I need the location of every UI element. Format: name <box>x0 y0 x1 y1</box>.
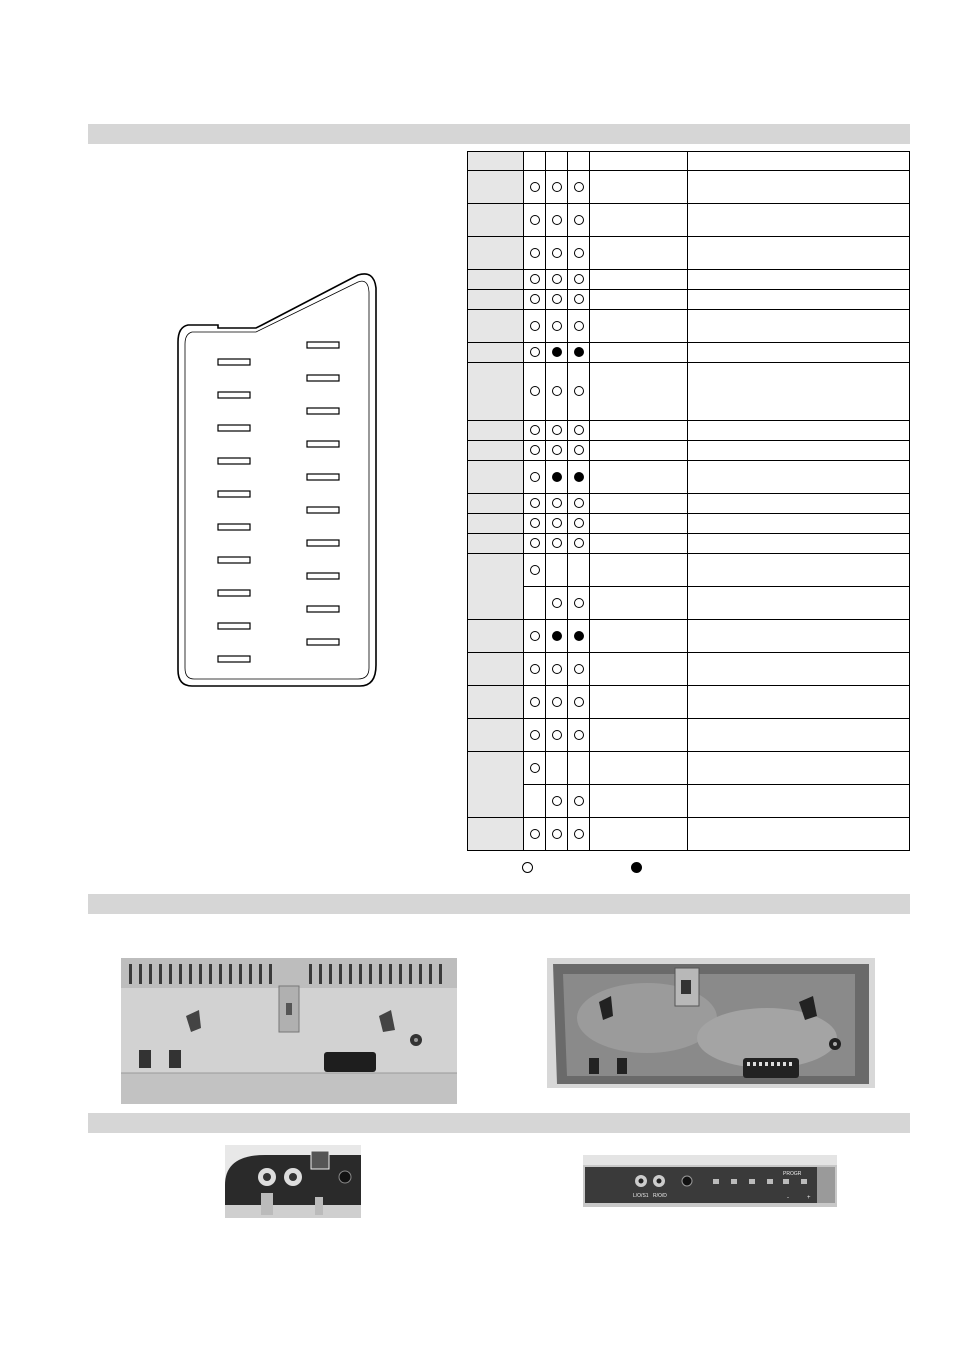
mode-cell <box>524 461 546 494</box>
signal-cell <box>590 290 688 310</box>
mode-cell <box>568 204 590 237</box>
scart-pin-table <box>467 151 910 851</box>
scart-pin <box>218 656 250 662</box>
scart-pin <box>307 342 339 348</box>
signal-cell <box>590 785 688 818</box>
scart-pin <box>218 425 250 431</box>
mode-cell <box>568 752 590 785</box>
table-header-cell <box>468 152 524 171</box>
mode-cell <box>568 494 590 514</box>
open-circle-icon <box>552 386 562 396</box>
description-cell <box>688 785 910 818</box>
pin-number-cell <box>468 290 524 310</box>
open-circle-icon <box>552 274 562 284</box>
section-header-bar <box>88 894 910 914</box>
mode-cell <box>524 237 546 270</box>
table-row <box>468 310 910 343</box>
signal-cell <box>590 310 688 343</box>
table-row <box>468 752 910 785</box>
signal-cell <box>590 686 688 719</box>
open-circle-icon <box>574 274 584 284</box>
signal-cell <box>590 421 688 441</box>
description-cell <box>688 587 910 620</box>
mode-cell <box>546 752 568 785</box>
scart-pin <box>307 507 339 513</box>
table-row <box>468 620 910 653</box>
open-circle-icon <box>552 248 562 258</box>
open-circle-icon <box>552 294 562 304</box>
mode-cell <box>546 719 568 752</box>
socket-label: L/O/S1 <box>633 1193 649 1199</box>
table-row <box>468 270 910 290</box>
mode-cell <box>568 818 590 851</box>
socket-label: R/O/D <box>653 1193 667 1199</box>
filled-circle-icon <box>574 631 584 641</box>
front-control-panel-photo <box>583 1155 837 1207</box>
signal-cell <box>590 171 688 204</box>
scart-pin <box>218 491 250 497</box>
open-circle-icon <box>552 796 562 806</box>
mode-cell <box>524 270 546 290</box>
table-row <box>468 461 910 494</box>
open-circle-icon <box>552 445 562 455</box>
open-circle-icon <box>552 215 562 225</box>
open-circle-icon <box>574 321 584 331</box>
pin-number-cell <box>468 686 524 719</box>
mode-cell <box>568 719 590 752</box>
mode-cell <box>568 421 590 441</box>
table-row <box>468 441 910 461</box>
description-cell <box>688 204 910 237</box>
description-cell <box>688 363 910 421</box>
open-circle-icon <box>530 347 540 357</box>
table-row <box>468 204 910 237</box>
open-circle-icon <box>574 425 584 435</box>
open-circle-icon <box>552 321 562 331</box>
side-socket-photo <box>225 1145 361 1218</box>
table-row <box>468 653 910 686</box>
description-cell <box>688 270 910 290</box>
signal-cell <box>590 554 688 587</box>
signal-cell <box>590 719 688 752</box>
open-circle-icon <box>552 498 562 508</box>
signal-cell <box>590 461 688 494</box>
mode-cell <box>524 494 546 514</box>
mode-cell <box>568 290 590 310</box>
table-row <box>468 494 910 514</box>
table-row <box>468 171 910 204</box>
mode-cell <box>546 204 568 237</box>
pin-number-cell <box>468 818 524 851</box>
scart-pin <box>218 458 250 464</box>
mode-cell <box>546 290 568 310</box>
scart-pin <box>218 557 250 563</box>
mode-cell <box>546 310 568 343</box>
pin-number-cell <box>468 204 524 237</box>
signal-cell <box>590 270 688 290</box>
mode-cell <box>546 441 568 461</box>
signal-cell <box>590 534 688 554</box>
mode-cell <box>524 290 546 310</box>
mode-cell <box>568 785 590 818</box>
open-circle-icon <box>530 321 540 331</box>
table-row <box>468 785 910 818</box>
open-circle-icon <box>530 664 540 674</box>
scart-pin <box>218 623 250 629</box>
pin-number-cell <box>468 363 524 421</box>
mode-cell <box>524 441 546 461</box>
open-circle-icon <box>552 425 562 435</box>
mode-cell <box>546 534 568 554</box>
pin-number-cell <box>468 343 524 363</box>
description-cell <box>688 514 910 534</box>
mode-cell <box>546 620 568 653</box>
mode-cell <box>568 363 590 421</box>
pin-number-cell <box>468 514 524 534</box>
mode-cell <box>546 363 568 421</box>
open-circle-icon <box>574 829 584 839</box>
table-header-cell <box>590 152 688 171</box>
table-header-cell <box>524 152 546 171</box>
scart-pin <box>218 392 250 398</box>
open-circle-icon <box>530 294 540 304</box>
open-circle-icon <box>530 274 540 284</box>
filled-circle-icon <box>574 472 584 482</box>
pin-number-cell <box>468 494 524 514</box>
mode-cell <box>524 554 546 587</box>
signal-cell <box>590 363 688 421</box>
mode-cell <box>524 343 546 363</box>
table-row <box>468 363 910 421</box>
open-circle-icon <box>530 472 540 482</box>
description-cell <box>688 653 910 686</box>
table-header-row <box>468 152 910 171</box>
open-circle-icon <box>552 518 562 528</box>
mode-cell <box>568 554 590 587</box>
table-row <box>468 719 910 752</box>
open-circle-icon <box>574 730 584 740</box>
mode-cell <box>568 534 590 554</box>
description-cell <box>688 534 910 554</box>
mode-cell <box>546 421 568 441</box>
mode-cell <box>568 237 590 270</box>
mode-cell <box>546 270 568 290</box>
mode-cell <box>524 818 546 851</box>
mode-cell <box>568 343 590 363</box>
pin-number-cell <box>468 237 524 270</box>
open-circle-icon <box>530 215 540 225</box>
pin-number-cell <box>468 270 524 290</box>
signal-cell <box>590 494 688 514</box>
mode-cell <box>524 204 546 237</box>
pin-number-cell <box>468 752 524 818</box>
open-circle-icon <box>552 182 562 192</box>
mode-cell <box>568 686 590 719</box>
table-row <box>468 514 910 534</box>
scart-pin <box>307 573 339 579</box>
signal-cell <box>590 237 688 270</box>
open-circle-icon <box>552 664 562 674</box>
mode-cell <box>524 363 546 421</box>
open-circle-icon <box>530 538 540 548</box>
signal-cell <box>590 587 688 620</box>
mode-cell <box>546 237 568 270</box>
open-circle-icon <box>574 215 584 225</box>
table-row <box>468 587 910 620</box>
open-circle-icon <box>574 664 584 674</box>
mode-cell <box>546 343 568 363</box>
legend-open-circle-icon <box>522 862 533 873</box>
description-cell <box>688 752 910 785</box>
mode-cell <box>524 534 546 554</box>
signal-cell <box>590 653 688 686</box>
mode-cell <box>568 514 590 534</box>
pin-number-cell <box>468 310 524 343</box>
open-circle-icon <box>574 498 584 508</box>
scart-pin <box>218 524 250 530</box>
mode-cell <box>568 270 590 290</box>
button-label: + <box>807 1195 811 1201</box>
pin-number-cell <box>468 421 524 441</box>
mode-cell <box>546 818 568 851</box>
open-circle-icon <box>574 386 584 396</box>
open-circle-icon <box>574 538 584 548</box>
mode-cell <box>568 441 590 461</box>
tv-rear-photo <box>121 958 457 1104</box>
description-cell <box>688 494 910 514</box>
open-circle-icon <box>574 182 584 192</box>
open-circle-icon <box>530 763 540 773</box>
open-circle-icon <box>552 538 562 548</box>
description-cell <box>688 554 910 587</box>
mode-cell <box>524 653 546 686</box>
pin-number-cell <box>468 620 524 653</box>
scart-pin <box>307 375 339 381</box>
open-circle-icon <box>552 598 562 608</box>
table-row <box>468 534 910 554</box>
scart-pin <box>307 639 339 645</box>
scart-pin <box>218 590 250 596</box>
open-circle-icon <box>530 631 540 641</box>
mode-cell <box>568 171 590 204</box>
mode-cell <box>546 514 568 534</box>
description-cell <box>688 343 910 363</box>
button-label: PROGR <box>783 1171 802 1177</box>
scart-pin <box>218 359 250 365</box>
scart-connector-diagram <box>170 270 385 690</box>
mode-cell <box>568 653 590 686</box>
filled-circle-icon <box>574 347 584 357</box>
mode-cell <box>524 310 546 343</box>
signal-cell <box>590 441 688 461</box>
scart-pin <box>307 441 339 447</box>
mode-cell <box>568 587 590 620</box>
signal-cell <box>590 343 688 363</box>
mode-cell <box>524 752 546 785</box>
open-circle-icon <box>530 248 540 258</box>
pin-number-cell <box>468 171 524 204</box>
pin-number-cell <box>468 719 524 752</box>
signal-cell <box>590 514 688 534</box>
description-cell <box>688 686 910 719</box>
filled-circle-icon <box>552 631 562 641</box>
signal-cell <box>590 620 688 653</box>
scart-pin <box>307 540 339 546</box>
scart-pin <box>307 606 339 612</box>
mode-cell <box>546 785 568 818</box>
open-circle-icon <box>530 386 540 396</box>
table-header-cell <box>546 152 568 171</box>
section-header-bar <box>88 1113 910 1133</box>
mode-cell <box>568 461 590 494</box>
mode-cell <box>524 421 546 441</box>
mode-cell <box>546 587 568 620</box>
description-cell <box>688 290 910 310</box>
pin-number-cell <box>468 534 524 554</box>
open-circle-icon <box>530 697 540 707</box>
table-header-cell <box>568 152 590 171</box>
pin-number-cell <box>468 441 524 461</box>
open-circle-icon <box>574 445 584 455</box>
signal-cell <box>590 204 688 237</box>
mode-cell <box>524 719 546 752</box>
open-circle-icon <box>574 248 584 258</box>
tv-rear-panel-photo <box>547 958 875 1088</box>
description-cell <box>688 719 910 752</box>
mode-cell <box>546 171 568 204</box>
open-circle-icon <box>530 565 540 575</box>
description-cell <box>688 441 910 461</box>
table-row <box>468 343 910 363</box>
legend-filled-circle-icon <box>631 862 642 873</box>
mode-cell <box>524 785 546 818</box>
table-row <box>468 237 910 270</box>
pin-number-cell <box>468 461 524 494</box>
mode-cell <box>524 620 546 653</box>
mode-cell <box>546 554 568 587</box>
open-circle-icon <box>530 425 540 435</box>
filled-circle-icon <box>552 472 562 482</box>
description-cell <box>688 620 910 653</box>
table-row <box>468 554 910 587</box>
description-cell <box>688 421 910 441</box>
open-circle-icon <box>530 182 540 192</box>
open-circle-icon <box>574 796 584 806</box>
description-cell <box>688 461 910 494</box>
mode-cell <box>546 494 568 514</box>
open-circle-icon <box>574 294 584 304</box>
mode-cell <box>546 653 568 686</box>
scart-pin <box>307 408 339 414</box>
mode-cell <box>524 587 546 620</box>
signal-cell <box>590 818 688 851</box>
table-row <box>468 686 910 719</box>
open-circle-icon <box>530 730 540 740</box>
mode-cell <box>546 686 568 719</box>
mode-cell <box>568 310 590 343</box>
pin-number-cell <box>468 554 524 620</box>
section-header-bar <box>88 124 910 144</box>
mode-cell <box>524 514 546 534</box>
signal-cell <box>590 752 688 785</box>
scart-pin <box>307 474 339 480</box>
description-cell <box>688 818 910 851</box>
button-label: - <box>787 1195 789 1201</box>
open-circle-icon <box>574 518 584 528</box>
mode-cell <box>546 461 568 494</box>
description-cell <box>688 237 910 270</box>
open-circle-icon <box>552 829 562 839</box>
filled-circle-icon <box>552 347 562 357</box>
mode-cell <box>524 686 546 719</box>
table-row <box>468 421 910 441</box>
open-circle-icon <box>530 498 540 508</box>
open-circle-icon <box>574 598 584 608</box>
open-circle-icon <box>552 697 562 707</box>
table-row <box>468 290 910 310</box>
open-circle-icon <box>530 518 540 528</box>
mode-cell <box>568 620 590 653</box>
mode-cell <box>524 171 546 204</box>
open-circle-icon <box>552 730 562 740</box>
open-circle-icon <box>530 829 540 839</box>
description-cell <box>688 310 910 343</box>
open-circle-icon <box>530 445 540 455</box>
description-cell <box>688 171 910 204</box>
pin-number-cell <box>468 653 524 686</box>
open-circle-icon <box>574 697 584 707</box>
table-row <box>468 818 910 851</box>
table-header-cell <box>688 152 910 171</box>
